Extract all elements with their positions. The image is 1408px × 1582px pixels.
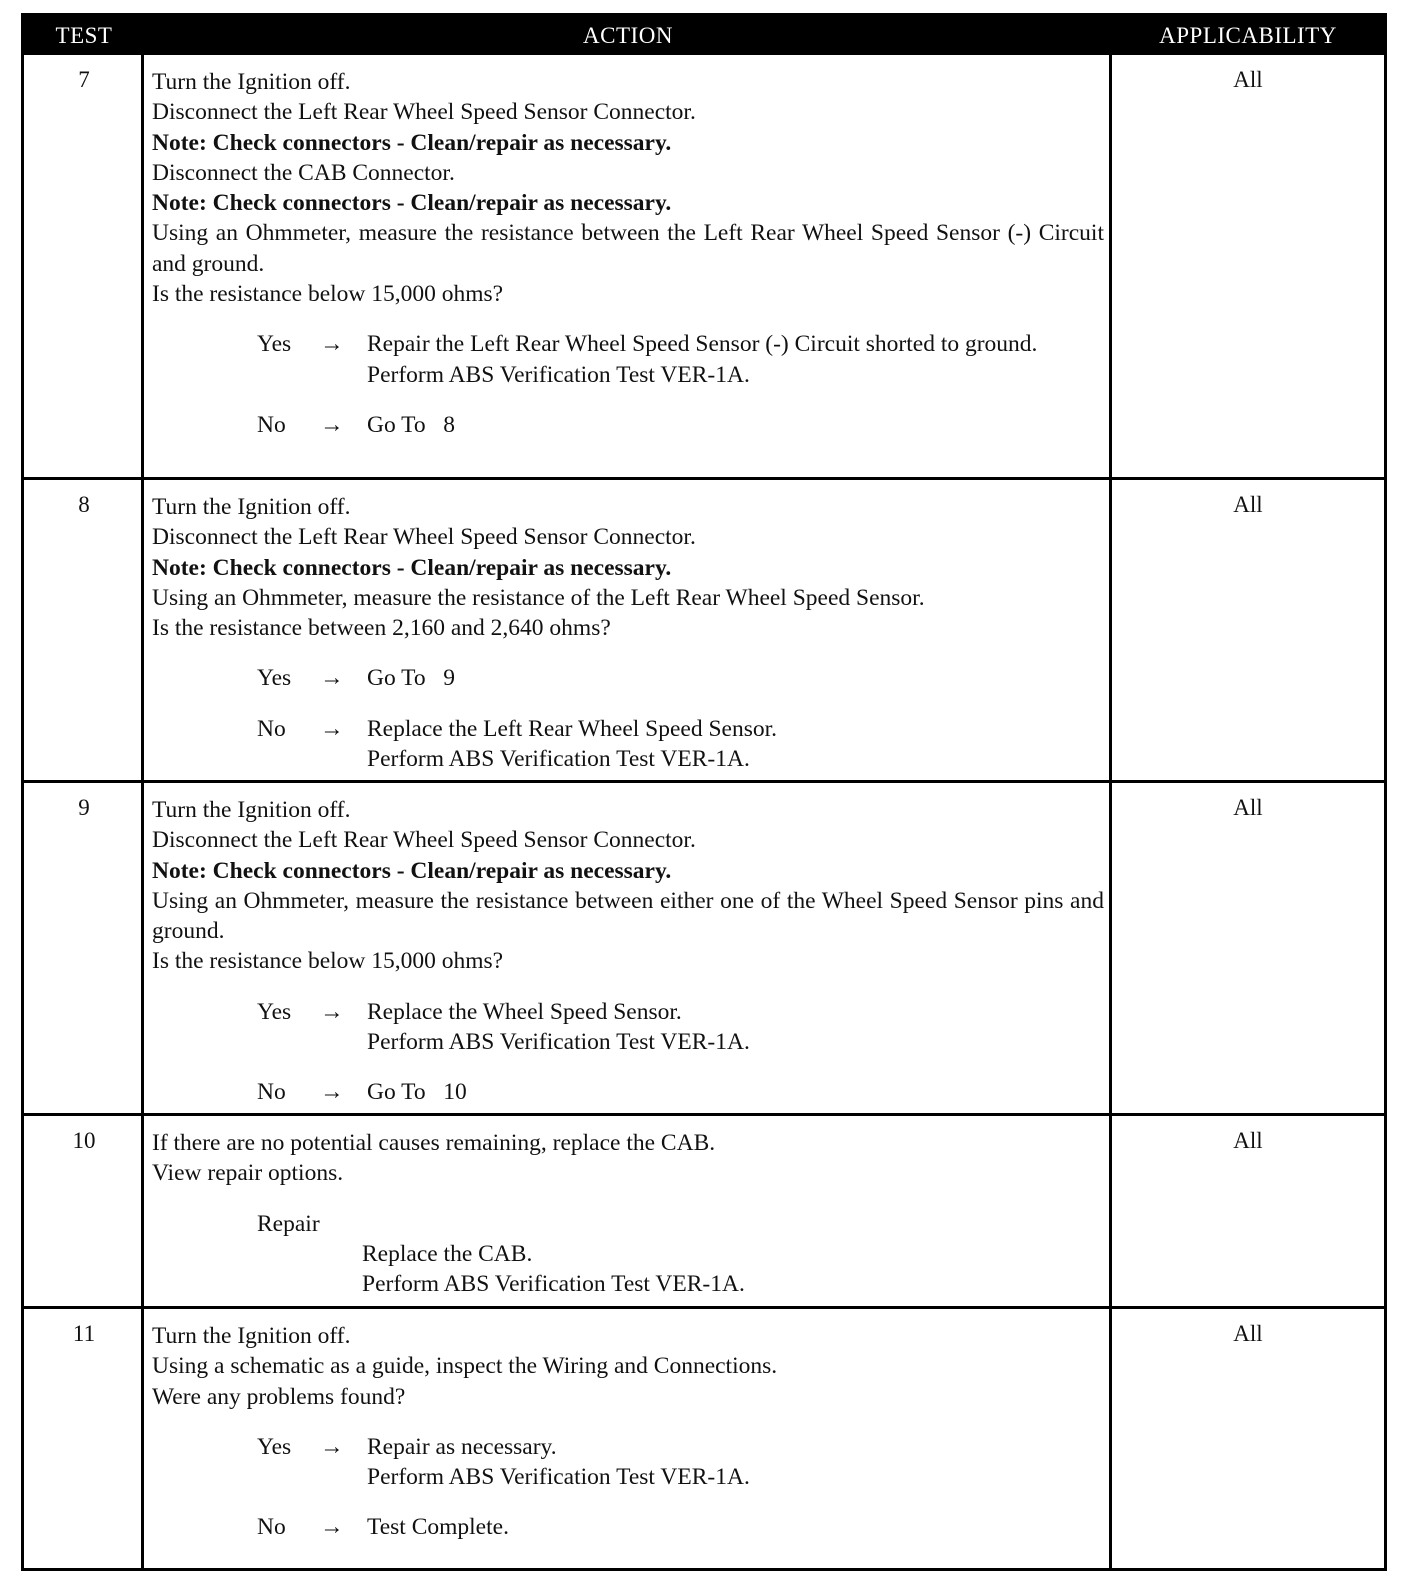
question-line: Is the resistance between 2,160 and 2,640 ohms? — [152, 615, 611, 642]
no-label: No — [257, 1079, 286, 1106]
repair-step: Replace the CAB. — [362, 1240, 533, 1267]
question-line: Is the resistance below 15,000 ohms? — [152, 948, 504, 975]
action-line: View repair options. — [152, 1160, 344, 1187]
table-row-11 — [24, 1309, 1384, 1568]
repair-step: Perform ABS Verification Test VER-1A. — [362, 1271, 745, 1298]
no-label: No — [257, 715, 286, 742]
action-line: Turn the Ignition off. — [152, 1323, 351, 1349]
applicability-value: All — [1233, 1128, 1263, 1153]
action-line: Using a schematic as a guide, inspect the Wiring and Connections. — [152, 1353, 778, 1380]
action-cell — [152, 1128, 1104, 1299]
test-number: 8 — [78, 492, 90, 517]
test-table — [21, 13, 1387, 1571]
yes-result: Perform ABS Verification Test VER-1A. — [367, 1464, 750, 1491]
table-row-10 — [24, 1116, 1384, 1306]
arrow-right-icon: → — [320, 998, 344, 1025]
yes-branch — [152, 1432, 1104, 1493]
table-row-7 — [24, 55, 1384, 477]
header-applicability: APPLICABILITY — [1112, 16, 1384, 55]
arrow-right-icon: → — [320, 665, 344, 692]
test-number: 7 — [78, 67, 90, 92]
yes-result: Perform ABS Verification Test VER-1A. — [367, 361, 750, 388]
table-row-9 — [24, 783, 1384, 1113]
no-result: Perform ABS Verification Test VER-1A. — [367, 746, 750, 773]
action-line: Using an Ohmmeter, measure the resistance between either one of the Wheel Speed Sensor pins and ground. — [152, 887, 1104, 945]
test-number: 11 — [72, 1321, 96, 1346]
no-branch — [152, 1512, 1104, 1542]
yes-result: Replace the Wheel Speed Sensor. — [367, 998, 682, 1025]
header-test: TEST — [24, 16, 144, 55]
yes-branch — [152, 329, 1104, 390]
note-line: Note: Check connectors - Clean/repair as necessary. — [152, 857, 672, 884]
yes-result: Perform ABS Verification Test VER-1A. — [367, 1029, 750, 1056]
repair-steps — [362, 1239, 1104, 1300]
yes-label: Yes — [257, 665, 292, 692]
question-line: Were any problems found? — [152, 1383, 406, 1410]
test-number: 9 — [78, 795, 90, 820]
action-cell — [152, 67, 1104, 440]
arrow-right-icon: → — [320, 1514, 344, 1541]
arrow-right-icon: → — [320, 1079, 344, 1106]
yes-result: Repair the Left Rear Wheel Speed Sensor (-) Circuit shorted to ground. — [367, 331, 1038, 358]
arrow-right-icon: → — [320, 411, 344, 438]
question-line: Is the resistance below 15,000 ohms? — [152, 281, 504, 308]
action-line: Turn the Ignition off. — [152, 797, 351, 823]
action-line: Disconnect the Left Rear Wheel Speed Sensor Connector. — [152, 524, 696, 551]
test-number: 10 — [72, 1128, 96, 1153]
action-line: Turn the Ignition off. — [152, 494, 351, 520]
action-cell — [152, 795, 1104, 1108]
yes-result: Go To 9 — [367, 665, 456, 692]
yes-label: Yes — [257, 1433, 292, 1460]
no-result: Test Complete. — [367, 1514, 509, 1541]
yes-label: Yes — [257, 998, 292, 1025]
note-line: Note: Check connectors - Clean/repair as necessary. — [152, 129, 672, 156]
arrow-right-icon: → — [320, 715, 344, 742]
action-line: If there are no potential causes remaining, replace the CAB. — [152, 1130, 716, 1156]
yes-result: Repair as necessary. — [367, 1433, 557, 1460]
no-result: Replace the Left Rear Wheel Speed Sensor. — [367, 715, 778, 742]
table-row-8 — [24, 480, 1384, 780]
action-cell — [152, 492, 1104, 774]
header-action: ACTION — [144, 16, 1112, 55]
note-line: Note: Check connectors - Clean/repair as necessary. — [152, 190, 672, 217]
action-line: Disconnect the CAB Connector. — [152, 159, 455, 186]
no-result: Go To 10 — [367, 1079, 467, 1106]
no-label: No — [257, 411, 286, 438]
applicability-value: All — [1233, 492, 1263, 517]
action-line: Turn the Ignition off. — [152, 69, 351, 95]
applicability-value: All — [1233, 67, 1263, 92]
action-line: Using an Ohmmeter, measure the resistance of the Left Rear Wheel Speed Sensor. — [152, 584, 925, 611]
no-result: Go To 8 — [367, 411, 456, 438]
arrow-right-icon: → — [320, 331, 344, 358]
repair-label: Repair — [257, 1210, 320, 1237]
yes-branch — [152, 997, 1104, 1058]
yes-label: Yes — [257, 331, 292, 358]
note-line: Note: Check connectors - Clean/repair as necessary. — [152, 554, 672, 581]
applicability-value: All — [1233, 795, 1263, 820]
action-line: Disconnect the Left Rear Wheel Speed Sensor Connector. — [152, 827, 696, 854]
applicability-value: All — [1233, 1321, 1263, 1346]
no-branch — [152, 410, 1104, 440]
action-cell — [152, 1321, 1104, 1543]
yes-branch — [152, 663, 1104, 693]
action-line: Disconnect the Left Rear Wheel Speed Sensor Connector. — [152, 99, 696, 126]
arrow-right-icon: → — [320, 1433, 344, 1460]
no-branch — [152, 1077, 1104, 1107]
no-branch — [152, 714, 1104, 775]
action-line: Using an Ohmmeter, measure the resistance between the Left Rear Wheel Speed Sensor (-) Circuit and ground. — [152, 220, 1104, 277]
no-label: No — [257, 1514, 286, 1541]
